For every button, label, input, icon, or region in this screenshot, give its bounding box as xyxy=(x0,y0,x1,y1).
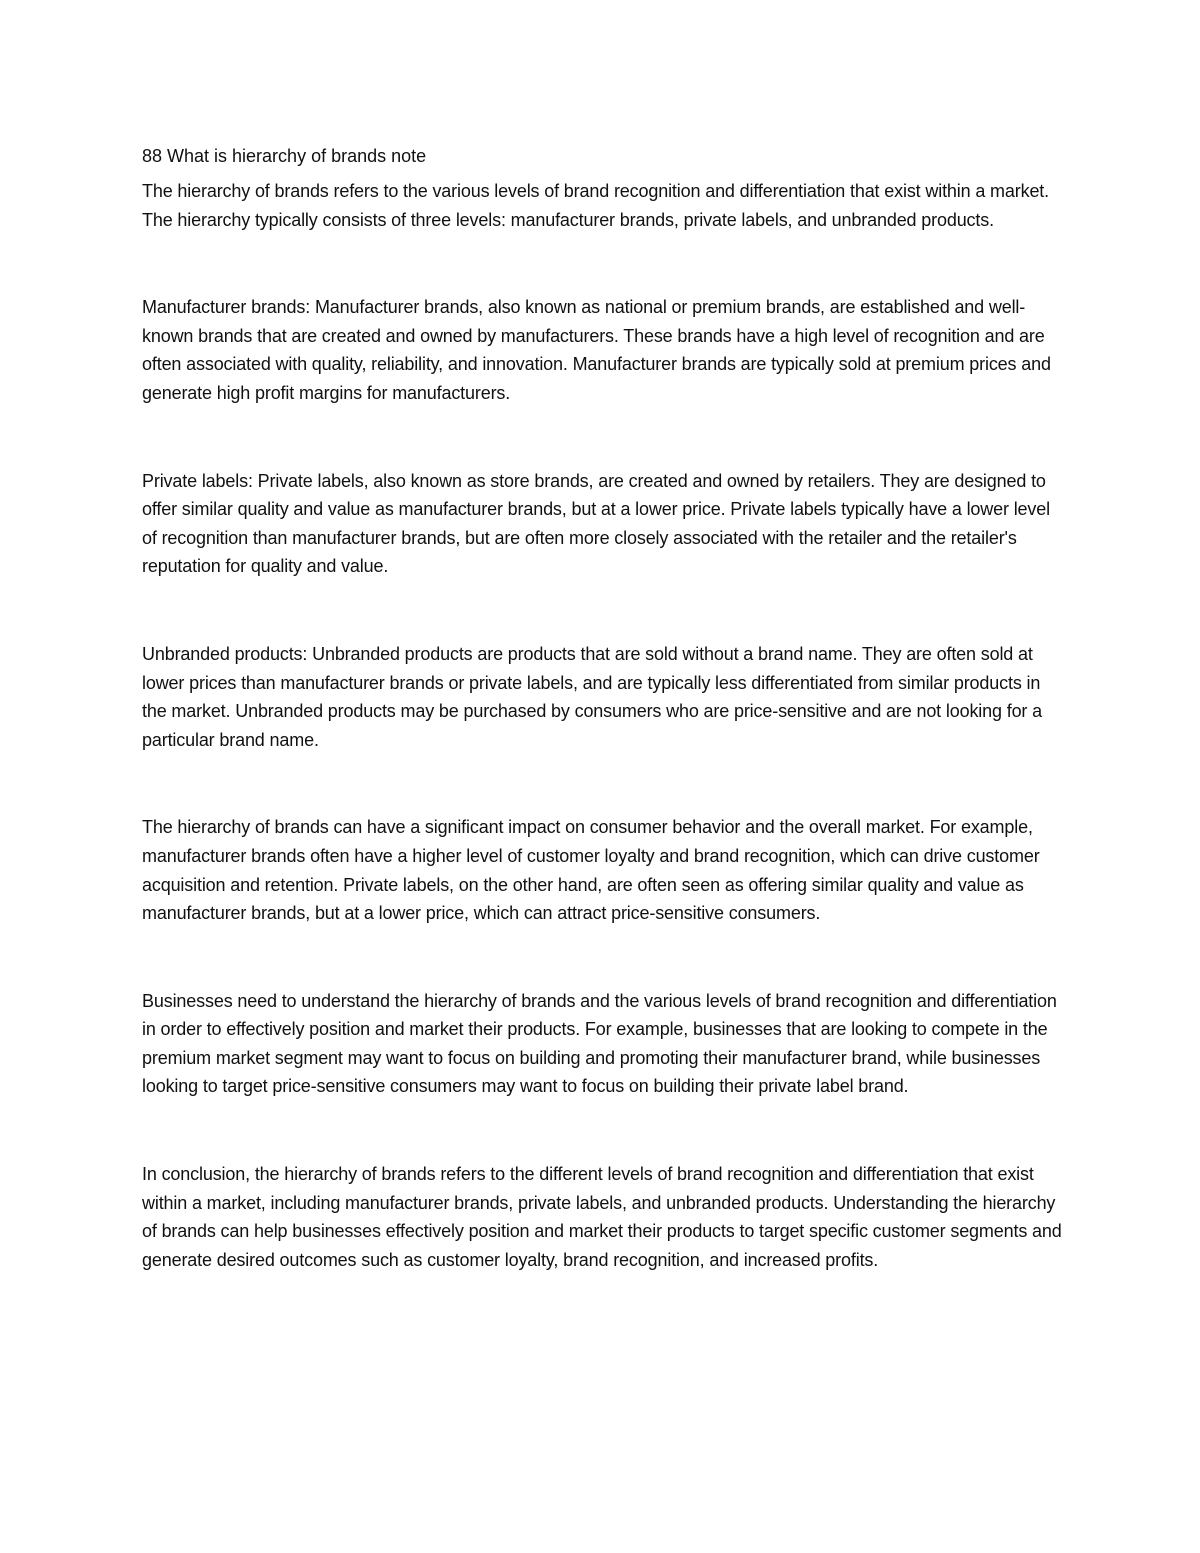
spacer xyxy=(142,1101,1062,1160)
spacer xyxy=(142,581,1062,640)
unbranded-products-paragraph: Unbranded products: Unbranded products are products that are sold without a brand name. They are often sold at lower prices than manufacturer brands or private labels, and are typically less differentiated from similar products in the market. Unbranded products may be purchased by consumers who are price-sensitive and are not looking for a particular brand name. xyxy=(142,643,1042,750)
intro-paragraph: The hierarchy of brands refers to the various levels of brand recognition and differentiation that exist within a market. The hierarchy typically consists of three levels: manufacturer brands, private labels, and unbranded products. xyxy=(142,181,1050,230)
spacer xyxy=(142,170,1062,177)
manufacturer-brands-paragraph: Manufacturer brands: Manufacturer brands, also known as national or premium brands, are established and well-known brands that are created and owned by manufacturers. These brands have a high level of recognition and are often associated with quality, reliability, and innovation. Manufacturer brands are typically sold at premium prices and generate high profit margins for manufacturers. xyxy=(142,297,1051,403)
spacer xyxy=(142,408,1062,467)
spacer xyxy=(142,234,1062,293)
spacer xyxy=(142,928,1062,987)
businesses-paragraph: Businesses need to understand the hierarchy of brands and the various levels of brand recognition and differentiation in order to effectively position and market their products. For example, businesses that are looking to compete in the premium market segment may want to focus on building and promoting their manufacturer brand, while businesses looking to target price-sensitive consumers may want to focus on building their private label brand. xyxy=(142,990,1057,1097)
spacer xyxy=(142,754,1062,813)
impact-paragraph: The hierarchy of brands can have a significant impact on consumer behavior and the overall market. For example, manufacturer brands often have a higher level of customer loyalty and brand recognition, which can drive customer acquisition and retention. Private labels, on the other hand, are often seen as offering similar quality and value as manufacturer brands, but at a lower price, which can attract price-sensitive consumers. xyxy=(142,817,1040,924)
document-body xyxy=(142,142,1062,1274)
document-title: 88 What is hierarchy of brands note xyxy=(142,146,427,166)
conclusion-paragraph: In conclusion, the hierarchy of brands refers to the different levels of brand recognition and differentiation that exist within a market, including manufacturer brands, private labels, and unbranded products. Understanding the hierarchy of brands can help businesses effectively position and market their products to target specific customer segments and generate desired outcomes such as customer loyalty, brand recognition, and increased profits. xyxy=(142,1164,1062,1270)
private-labels-paragraph: Private labels: Private labels, also known as store brands, are created and owned by retailers. They are designed to offer similar quality and value as manufacturer brands, but at a lower price. Private labels typically have a lower level of recognition than manufacturer brands, but are often more closely associated with the retailer and the retailer's reputation for quality and value. xyxy=(142,470,1050,577)
